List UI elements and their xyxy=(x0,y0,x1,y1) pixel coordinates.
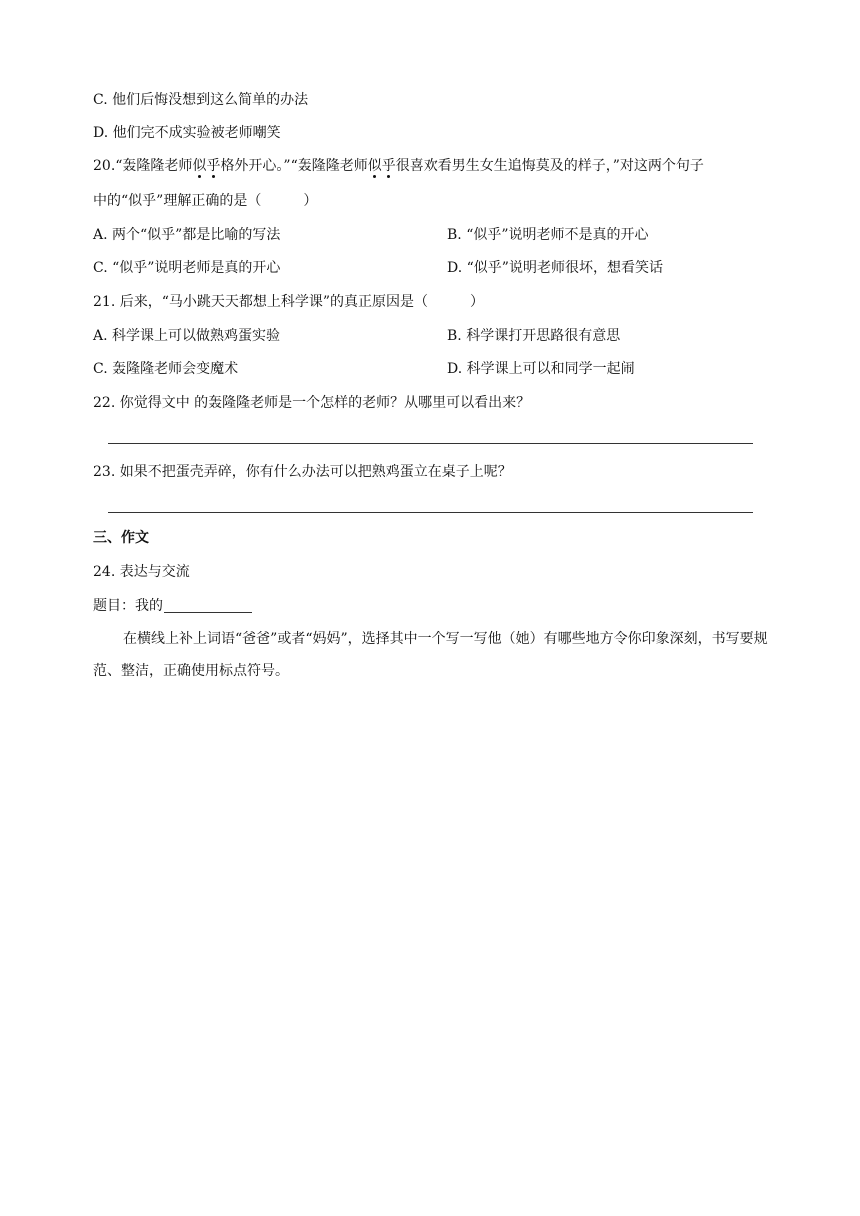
q21-option-b: B. 科学课打开思路很有意思 xyxy=(447,328,621,344)
section-title: 三、作文 xyxy=(93,530,149,546)
q20-option-b: B. “似乎”说明老师不是真的开心 xyxy=(447,227,649,243)
q20-emphasis-char: 乎 xyxy=(206,158,221,174)
q21-option-a: A. 科学课上可以做熟鸡蛋实验 xyxy=(93,328,281,344)
topic-label: 题目：我的 xyxy=(93,598,163,614)
q21-option-d: D. 科学课上可以和同学一起闹 xyxy=(447,361,635,377)
q20-stem-part1: “轰隆隆老师 xyxy=(115,158,193,174)
q20-option-d: D. “似乎”说明老师很坏，想看笑话 xyxy=(447,260,663,276)
q20-option-a: A. 两个“似乎”都是比喻的写法 xyxy=(93,227,281,243)
q20-stem-line2: 中的“似乎”理解正确的是（ ） xyxy=(93,193,318,209)
q23-stem: 23. 如果不把蛋壳弄碎，你有什么办法可以把熟鸡蛋立在桌子上呢？ xyxy=(93,464,512,480)
q20-stem-part2: 格外开心。”“轰隆隆老师 xyxy=(220,158,368,174)
q20-emphasis-char: 似 xyxy=(192,158,207,174)
q23-answer-line[interactable] xyxy=(108,512,753,513)
q21-option-c: C. 轰隆隆老师会变魔术 xyxy=(93,361,239,377)
composition-instruction: 在横线上补上词语“爸爸”或者“妈妈”，选择其中一个写一写他（她）有哪些地方令你印象深刻，书写要规范、整洁，正确使用标点符号。 xyxy=(93,631,768,679)
topic-blank[interactable] xyxy=(164,598,252,613)
q19-option-d: D. 他们完不成实验被老师嘲笑 xyxy=(93,125,281,141)
q22-answer-line[interactable] xyxy=(108,443,753,444)
q20-stem-line1 xyxy=(93,159,704,173)
q20-number: 20. xyxy=(93,158,116,174)
q20-emphasis-char: 乎 xyxy=(381,158,396,174)
q22-stem: 22. 你觉得文中 的轰隆隆老师是一个怎样的老师？从哪里可以看出来？ xyxy=(93,395,531,411)
composition-topic xyxy=(93,598,252,613)
q21-stem: 21. 后来，“马小跳天天都想上科学课”的真正原因是（ ） xyxy=(93,294,485,310)
q20-emphasis-char: 似 xyxy=(367,158,382,174)
q24-label: 24. 表达与交流 xyxy=(93,564,190,580)
q20-stem-part3: 很喜欢看男生女生追悔莫及的样子，”对这两个句子 xyxy=(395,158,704,174)
q20-option-c: C. “似乎”说明老师是真的开心 xyxy=(93,260,281,276)
q19-option-c: C. 他们后悔没想到这么简单的办法 xyxy=(93,92,309,108)
